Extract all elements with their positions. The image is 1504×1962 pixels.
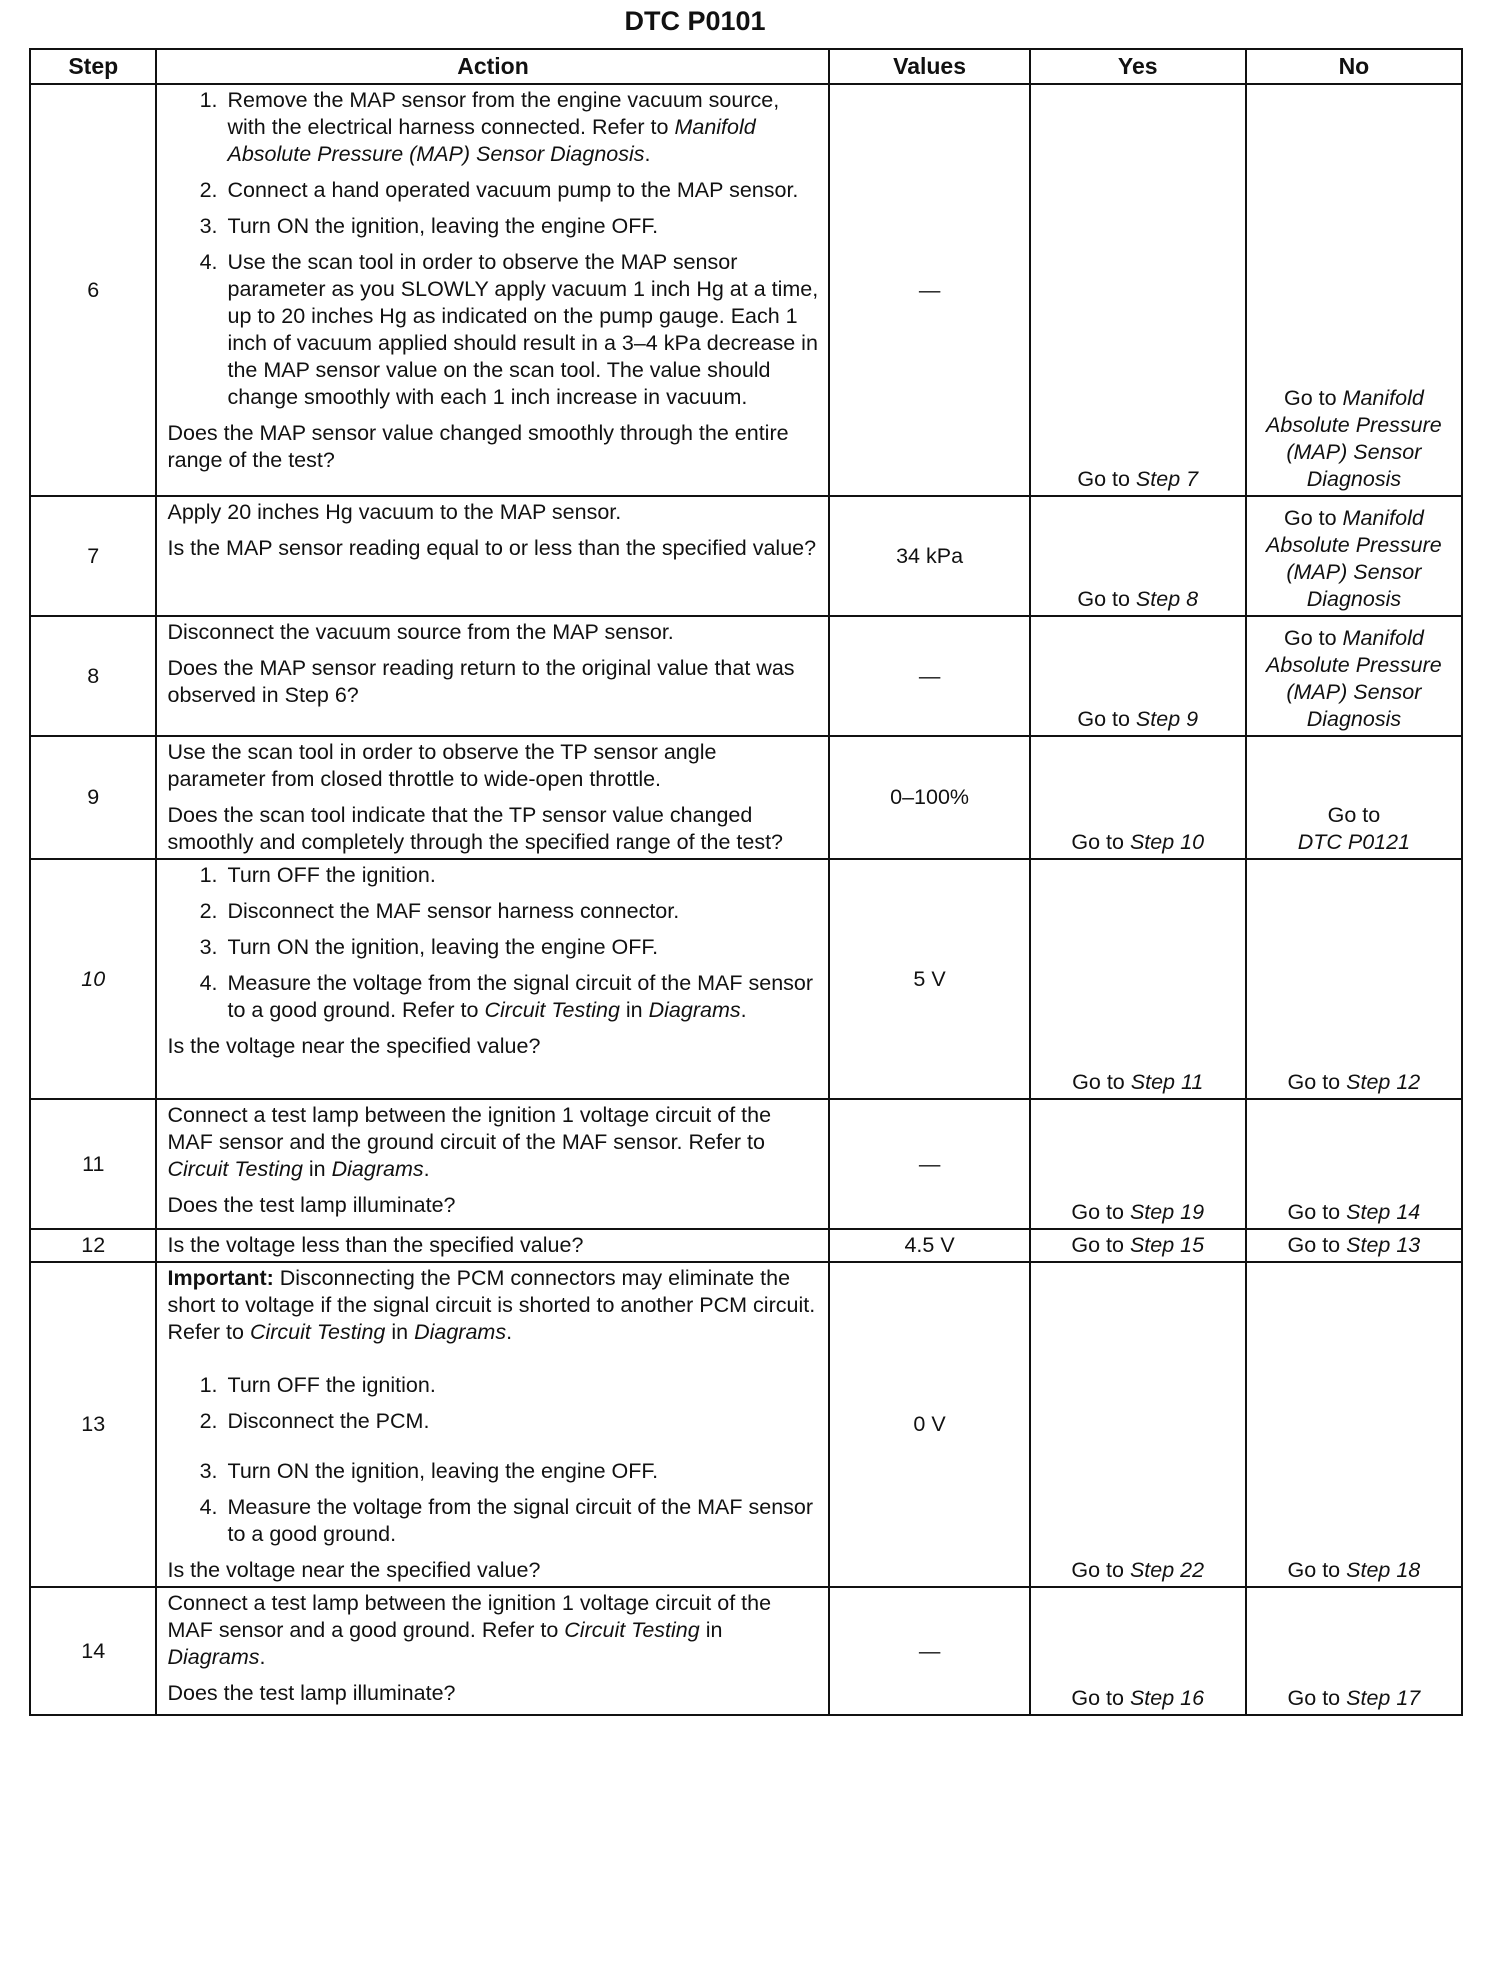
table-row-step-7 [30, 496, 1462, 616]
reference-link[interactable]: Diagrams [331, 1157, 424, 1181]
go-to-step-link[interactable]: Step 19 [1129, 1200, 1205, 1224]
step-number: 7 [30, 496, 156, 616]
list-item: 2. Connect a hand operated vacuum pump to the MAP sensor. [223, 177, 818, 204]
yes-cell: Go to Step 11 [1030, 859, 1246, 1099]
yes-cell: Go to Step 7 [1030, 84, 1246, 496]
reference-link[interactable]: Circuit Testing [484, 998, 620, 1022]
table-row-step-12 [30, 1229, 1462, 1262]
reference-link[interactable]: Manifold Absolute Pressure (MAP) Sensor Diagnosis [1266, 386, 1442, 491]
value-cell: 0 V [829, 1262, 1029, 1587]
value-cell: — [829, 1587, 1029, 1715]
table-row-step-9 [30, 736, 1462, 859]
header-step: Step [30, 49, 156, 84]
action-text: Apply 20 inches Hg vacuum to the MAP sensor. [167, 500, 622, 524]
step-number: 12 [30, 1229, 156, 1262]
action-text: Use the scan tool in order to observe the TP sensor angle parameter from closed throttle to wide-open throttle. [167, 740, 717, 791]
step-number: 9 [30, 736, 156, 859]
go-to-step-link[interactable]: Step 15 [1129, 1233, 1205, 1257]
action-cell [156, 84, 829, 496]
important-note: Important: Disconnecting the PCM connectors may eliminate the short to voltage if the signal circuit is shorted to another PCM circuit. Refer to Circuit Testing in Diagrams. [167, 1266, 816, 1344]
no-cell: Go to Step 17 [1246, 1587, 1462, 1715]
list-item: 2. Disconnect the PCM. [223, 1408, 818, 1435]
yes-cell: Go to Step 16 [1030, 1587, 1246, 1715]
question-text: Is the voltage near the specified value? [167, 1034, 541, 1058]
table-row-step-13 [30, 1262, 1462, 1587]
value-cell: — [829, 84, 1029, 496]
question-text: Does the scan tool indicate that the TP sensor value changed smoothly and completely through the specified range of the test? [167, 803, 783, 854]
value-cell: — [829, 1099, 1029, 1229]
header-row [30, 49, 1462, 84]
go-to-step-link[interactable]: Step 8 [1135, 587, 1199, 611]
reference-link[interactable]: Diagrams [414, 1320, 507, 1344]
step-number: 14 [30, 1587, 156, 1715]
list-item: 4. Measure the voltage from the signal circuit of the MAF sensor to a good ground. Refer to Circuit Testing in Diagrams. [223, 970, 818, 1024]
table-row-step-14 [30, 1587, 1462, 1715]
step-number: 11 [30, 1099, 156, 1229]
reference-link[interactable]: Diagrams [648, 998, 741, 1022]
list-item: 3. Turn ON the ignition, leaving the engine OFF. [223, 934, 818, 961]
yes-cell: Go to Step 19 [1030, 1099, 1246, 1229]
action-list [167, 862, 818, 1024]
yes-cell: Go to Step 10 [1030, 736, 1246, 859]
list-item: 4. Use the scan tool in order to observe the MAP sensor parameter as you SLOWLY apply vacuum 1 inch Hg at a time, up to 20 inches Hg as indicated on the pump gauge. Each 1 inch of vacuum applied should result in a 3–4 kPa decrease in the MAP sensor value on the scan tool. The value should change smoothly with each 1 inch increase in vacuum. [223, 249, 818, 411]
action-cell [156, 1587, 829, 1715]
value-cell: — [829, 616, 1029, 736]
action-list [167, 1372, 818, 1548]
go-to-step-link[interactable]: Step 18 [1346, 1558, 1421, 1582]
reference-link[interactable]: Manifold Absolute Pressure (MAP) Sensor Diagnosis [227, 115, 756, 166]
header-no: No [1246, 49, 1462, 84]
table-row-step-11 [30, 1099, 1462, 1229]
no-cell: Go to Manifold Absolute Pressure (MAP) Sensor Diagnosis [1246, 84, 1462, 496]
yes-cell: Go to Step 9 [1030, 616, 1246, 736]
list-item: 1. Turn OFF the ignition. [223, 1372, 818, 1399]
header-action: Action [156, 49, 829, 84]
header-yes: Yes [1030, 49, 1246, 84]
go-to-step-link[interactable]: Step 10 [1129, 830, 1205, 854]
no-cell: Go to Manifold Absolute Pressure (MAP) Sensor Diagnosis [1246, 616, 1462, 736]
step-number: 13 [30, 1262, 156, 1587]
list-item: 1. Remove the MAP sensor from the engine vacuum source, with the electrical harness connected. Refer to Manifold Absolute Pressure (MAP) Sensor Diagnosis. [223, 87, 818, 168]
step-number: 8 [30, 616, 156, 736]
action-cell [156, 1229, 829, 1262]
go-to-step-link[interactable]: Step 22 [1129, 1558, 1205, 1582]
go-to-step-link[interactable]: Step 9 [1135, 707, 1199, 731]
action-cell [156, 1099, 829, 1229]
list-item: 3. Turn ON the ignition, leaving the engine OFF. [223, 1458, 818, 1485]
list-item: 3. Turn ON the ignition, leaving the engine OFF. [223, 213, 818, 240]
list-item: 4. Measure the voltage from the signal circuit of the MAF sensor to a good ground. [223, 1494, 818, 1548]
yes-cell: Go to Step 22 [1030, 1262, 1246, 1587]
reference-link[interactable]: Manifold Absolute Pressure (MAP) Sensor Diagnosis [1266, 506, 1442, 611]
action-cell [156, 1262, 829, 1587]
action-text: Disconnect the vacuum source from the MAP sensor. [167, 620, 674, 644]
question-text: Does the MAP sensor value changed smoothly through the entire range of the test? [167, 421, 789, 472]
reference-link[interactable]: Circuit Testing [249, 1320, 386, 1344]
no-cell: Go to DTC P0121 [1246, 736, 1462, 859]
table-row-step-10 [30, 859, 1462, 1099]
no-cell: Go to Step 12 [1246, 859, 1462, 1099]
reference-link[interactable]: Circuit Testing [564, 1618, 700, 1642]
yes-cell: Go to Step 8 [1030, 496, 1246, 616]
reference-link[interactable]: Diagrams [167, 1645, 260, 1669]
action-cell [156, 859, 829, 1099]
no-cell: Go to Step 13 [1246, 1229, 1462, 1262]
no-cell: Go to Step 18 [1246, 1262, 1462, 1587]
action-cell [156, 736, 829, 859]
reference-link[interactable]: Circuit Testing [167, 1157, 303, 1181]
no-cell: Go to Step 14 [1246, 1099, 1462, 1229]
go-to-step-link[interactable]: Step 14 [1346, 1200, 1421, 1224]
question-text: Does the test lamp illuminate? [167, 1681, 456, 1705]
go-to-step-link[interactable]: Step 17 [1346, 1686, 1421, 1710]
action-text: Connect a test lamp between the ignition 1 voltage circuit of the MAF sensor and the ground circuit of the MAF sensor. Refer to Circuit Testing in Diagrams. [167, 1103, 772, 1181]
list-item: 1. Turn OFF the ignition. [223, 862, 818, 889]
action-cell [156, 616, 829, 736]
list-item [223, 1444, 818, 1458]
dtc-table [29, 48, 1463, 1716]
yes-cell: Go to Step 15 [1030, 1229, 1246, 1262]
question-text: Does the test lamp illuminate? [167, 1193, 456, 1217]
dtc-link[interactable]: DTC P0121 [1297, 830, 1411, 854]
value-cell: 4.5 V [829, 1229, 1029, 1262]
value-cell: 0–100% [829, 736, 1029, 859]
question-text: Does the MAP sensor reading return to the original value that was observed in Step 6? [167, 656, 795, 707]
step-number: 6 [30, 84, 156, 496]
value-cell: 5 V [829, 859, 1029, 1099]
step-number: 10 [30, 859, 156, 1099]
go-to-step-link[interactable]: Step 16 [1129, 1686, 1205, 1710]
question-text: Is the MAP sensor reading equal to or less than the specified value? [167, 536, 817, 560]
reference-link[interactable]: Manifold Absolute Pressure (MAP) Sensor Diagnosis [1266, 626, 1442, 731]
page-title: DTC P0101 [624, 6, 766, 36]
go-to-step-link[interactable]: Step 13 [1346, 1233, 1421, 1257]
no-cell: Go to Manifold Absolute Pressure (MAP) Sensor Diagnosis [1246, 496, 1462, 616]
go-to-step-link[interactable]: Step 11 [1130, 1070, 1204, 1094]
go-to-step-link[interactable]: Step 12 [1346, 1070, 1421, 1094]
table-row-step-6 [30, 84, 1462, 496]
value-cell: 34 kPa [829, 496, 1029, 616]
action-cell [156, 496, 829, 616]
table-row-step-8 [30, 616, 1462, 736]
header-values: Values [829, 49, 1029, 84]
question-text: Is the voltage less than the specified value? [167, 1233, 584, 1257]
action-text: Connect a test lamp between the ignition 1 voltage circuit of the MAF sensor and a good ground. Refer to Circuit Testing in Diagrams. [167, 1591, 772, 1669]
question-text: Is the voltage near the specified value? [167, 1558, 541, 1582]
action-list [167, 87, 818, 411]
go-to-step-link[interactable]: Step 7 [1135, 467, 1199, 491]
list-item: 2. Disconnect the MAF sensor harness connector. [223, 898, 818, 925]
